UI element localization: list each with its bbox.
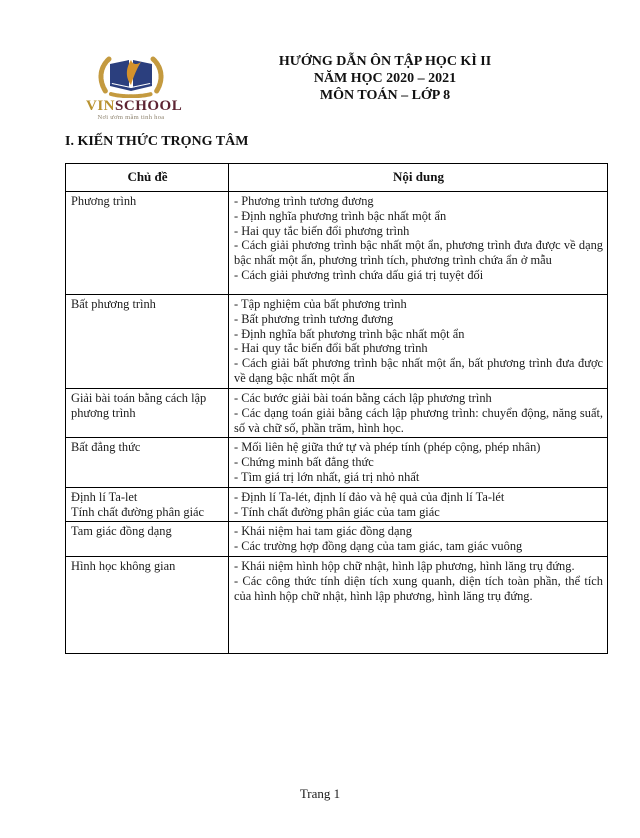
document-title — [190, 53, 580, 104]
content-bullet: - Tập nghiệm của bất phương trình — [234, 297, 407, 311]
vinschool-logo — [86, 56, 183, 122]
content-bullet: - Bất phương trình tương đương — [234, 311, 394, 326]
topic-cell — [66, 389, 229, 438]
content-bullet: - Cách giải bất phương trình bậc nhất một ẩn, bất phương trình đưa được về dạng bậc nhất một ẩn — [234, 356, 603, 385]
content-bullet: - Các dạng toán giải bằng cách lập phương trình: chuyển động, năng suất, số và chữ số, phần trăm, hình học. — [234, 405, 603, 435]
logo-tagline: Nơi ươm mầm tinh hoa — [97, 114, 165, 121]
laurel-left — [101, 59, 109, 92]
content-cell — [229, 389, 608, 438]
vinschool-wordmark — [86, 98, 183, 114]
book-left-cover — [110, 60, 129, 87]
topic-line: Bất đẳng thức — [71, 440, 141, 455]
page-number: Trang 1 — [299, 786, 341, 801]
topic-line: Phương trình — [71, 194, 137, 208]
content-bullet: - Các trường hợp đồng dạng của tam giác, tam giác vuông — [234, 539, 523, 554]
topic-cell — [66, 192, 229, 295]
table-row — [66, 295, 608, 389]
content-bullet: - Cách giải phương trình chứa dấu giá trị tuyệt đối — [234, 267, 484, 282]
topic-line: Hình học không gian — [71, 558, 176, 573]
topic-line: Tam giác đồng dạng — [71, 524, 172, 539]
title-line-2: NĂM HỌC 2020 – 2021 — [313, 71, 457, 86]
topic-line: Bất phương trình — [71, 297, 156, 311]
title-line-3: MÔN TOÁN – LỚP 8 — [319, 88, 451, 103]
content-bullet: - Định nghĩa bất phương trình bậc nhất một ẩn — [234, 326, 465, 341]
topic-cell — [66, 438, 229, 487]
table-row — [66, 192, 608, 295]
table-row — [66, 522, 608, 557]
laurel-bottom — [111, 94, 151, 96]
content-bullet: - Khái niệm hai tam giác đồng dạng — [234, 524, 412, 539]
content-cell — [229, 438, 608, 487]
title-line-1: HƯỚNG DẪN ÔN TẬP HỌC KÌ II — [278, 54, 492, 69]
content-bullet: - Định lí Ta-lét, định lí đảo và hệ quả của định lí Ta-lét — [234, 489, 505, 504]
table-header-row — [66, 164, 608, 192]
content-bullet: - Chứng minh bất đẳng thức — [234, 455, 374, 470]
content-bullet: - Mối liên hệ giữa thứ tự và phép tính (phép cộng, phép nhân) — [234, 440, 541, 455]
content-bullet: - Phương trình tương đương — [234, 194, 374, 208]
table-row — [66, 487, 608, 522]
topic-line: Tính chất đường phân giác — [71, 504, 205, 519]
content-cell — [229, 295, 608, 389]
content-bullet: - Hai quy tắc biến đổi bất phương trình — [234, 341, 428, 356]
vinschool-emblem-icon — [93, 56, 169, 98]
content-cell — [229, 556, 608, 653]
content-bullet: - Cách giải phương trình bậc nhất một ẩn, phương trình đưa được về dạng bậc nhất một ẩn, phương trình tích, phương trình chứa ẩn ở mẫu — [234, 238, 603, 268]
table-row — [66, 438, 608, 487]
content-cell — [229, 522, 608, 557]
content-cell — [229, 487, 608, 522]
topic-cell — [66, 295, 229, 389]
topic-cell — [66, 522, 229, 557]
content-bullet: - Định nghĩa phương trình bậc nhất một ẩn — [234, 208, 447, 223]
content-cell — [229, 192, 608, 295]
table-row — [66, 556, 608, 653]
wordmark-vin: VIN — [86, 98, 116, 114]
laurel-right — [153, 59, 161, 92]
wordmark-school: SCHOOL — [115, 98, 183, 114]
table-row — [66, 389, 608, 438]
topic-cell — [66, 556, 229, 653]
topic-line: Giải bài toán bằng cách lập phương trình — [71, 391, 207, 420]
content-bullet: - Các công thức tính diện tích xung quanh, diện tích toàn phần, thể tích của hình hộp chữ nhật, hình lập phương, hình lăng trụ đứng. — [234, 573, 603, 603]
topic-line: Định lí Ta-let — [71, 489, 138, 504]
topics-table — [65, 163, 608, 654]
column-header-topic: Chủ đề — [66, 164, 229, 192]
content-bullet: - Các bước giải bài toán bằng cách lập phương trình — [234, 391, 492, 405]
content-bullet: - Khái niệm hình hộp chữ nhật, hình lập phương, hình lăng trụ đứng. — [234, 558, 575, 573]
content-bullet: - Hai quy tắc biến đổi phương trình — [234, 223, 410, 238]
section-heading: I. KIẾN THỨC TRỌNG TÂM — [65, 134, 249, 149]
column-header-content: Nội dung — [229, 164, 608, 192]
topic-cell — [66, 487, 229, 522]
content-bullet: - Tìm giá trị lớn nhất, giá trị nhỏ nhất — [234, 469, 420, 484]
content-bullet: - Tính chất đường phân giác của tam giác — [234, 504, 440, 519]
